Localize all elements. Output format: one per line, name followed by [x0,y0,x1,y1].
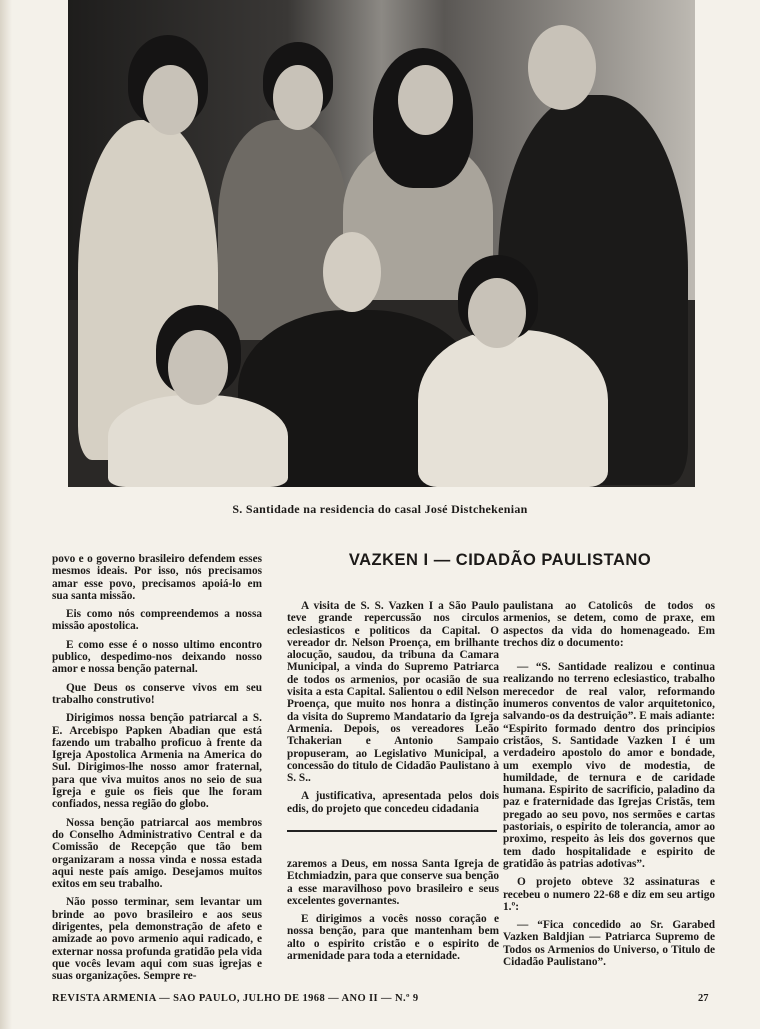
photo-figure [418,330,608,487]
family-photo [68,0,695,487]
paragraph: A justificativa, apresentada pelos dois edis, do projeto que concedeu cidadania [287,790,499,815]
photo-figure [468,278,526,348]
page-number: 27 [698,993,709,1004]
middle-column-bottom [287,858,499,962]
paragraph: E dirigimos a vocês nosso coração e nossa benção, para que mantenham bem alto o espirito cristão e o espirito de armenidade para toda a eternidade. [287,913,499,963]
paragraph: — “S. Santidade realizou e continua realizando no terreno eclesiastico, trabalho merecedor de real valor, reformando inumeros conventos de valor arquitetonico, salvando-os da destruição”. E mais adiante: “Espirito formado dentro dos principios cristãos, S. Santidade Vazken I é um verdadeiro apostolo do amor e bondade, um exemplo vivo de modestia, de humildade, de ternura e de caridade humana. Espirito de sacrificio, paladino da paz e fraternidade das Igrejas Cristãs, tem pregado ao seu povo, nos sermões e cartas pastoriais, o espirito de tolerancia, amor ao proximo, respeito às leis dos governos que tem dado hospitalidade e espirito de gratidão às patrias adotivas”. [503,661,715,870]
paragraph: E como esse é o nosso ultimo encontro publico, despedimo-nos deixando nosso amor e nossa benção paternal. [52,638,262,676]
paragraph: Não posso terminar, sem levantar um brinde ao povo brasileiro e aos seus dirigentes, pela demonstração de afeto e amizade ao povo armenio aqui radicado, e externar nossa profunda gratidão pela vida que vocês levam aqui com suas igrejas e suas organizações. Sempre re- [52,896,262,983]
photo-figure [528,25,596,110]
paragraph: Nossa benção patriarcal aos membros do Conselho Administrativo Central e da Comissão de Recepção que tão bem organizaram a nossa vinda e nossa estada aqui neste país amigo. Desejamos muitos exitos em seu trabalho. [52,816,262,891]
paragraph: Que Deus os conserve vivos em seu trabalho construtivo! [52,681,262,706]
left-column [52,553,262,983]
photo-figure [108,395,288,487]
photo-figure [323,232,381,312]
paragraph: povo e o governo brasileiro defendem esses mesmos ideais. Por isso, nós precisamos amar esse povo, precisamos apoiá-lo em sua santa missão. [52,553,262,602]
page-footer: REVISTA ARMENIA — SAO PAULO, JULHO DE 1968 — ANO II — N.º 9 [52,993,419,1004]
paragraph: — “Fica concedido ao Sr. Garabed Vazken Baldjian — Patriarca Supremo de Todos os Armenios do Universo, o Titulo de Cidadão Paulistano”. [503,919,715,969]
paragraph: zaremos a Deus, em nossa Santa Igreja de Etchmiadzin, para que conserve sua benção a esse maravilhoso povo brasileiro e seus excelentes governantes. [287,858,499,907]
photo-figure [273,65,323,130]
paragraph: A visita de S. S. Vazken I a São Paulo teve grande repercussão nos circulos eclesiasticos e politicos da Capital. O vereador dr. Nelson Proença, em brilhante alocução, saudou, da tribuna da Camara Municipal, a vinda do Supremo Patriarca de todos os armenios, por ocasião de sua visita a esta Capital. Salientou o edil Nelson Proença, que muito nos honra a distinção da visita do Supremo Mandatario da Igreja Armenia. Depois, os vereadores Leão Tchakerian e Antonio Sampaio propuseram, ao Legislativo Municipal, a concessão do titulo de Cidadão Paulistano à S. S.. [287,600,499,785]
divider-rule [287,830,385,832]
photo-figure [398,65,453,135]
photo-figure [143,65,198,135]
paragraph: Dirigimos nossa benção patriarcal a S. E. Arcebispo Papken Abadian que está fazendo um trabalho proficuo à frente da Igreja Apostolica Armenia na America do Sul. Dirigimos-lhe nosso amor fraternal, para que viva muitos anos no seio de sua Igreja e guie os fieis que lhe foram confiados, nessa região do globo. [52,712,262,811]
right-column [503,600,715,968]
divider-rule [385,830,497,832]
middle-column-top [287,600,499,815]
article-title: VAZKEN I — CIDADÃO PAULISTANO [348,551,652,569]
photo-figure [218,120,348,340]
photo-figure [168,330,228,405]
paragraph: paulistana ao Catolicôs de todos os armenios, se detem, como de praxe, em aspectos da vida do homenageado. Em trechos diz o documento: [503,600,715,649]
photo-caption: S. Santidade na residencia do casal José Distchekenian [232,502,528,516]
paragraph: Eis como nós compreendemos a nossa missão apostolica. [52,608,262,633]
paragraph: O projeto obteve 32 assinaturas e recebeu o numero 22-68 e diz em seu artigo 1.º: [503,876,715,913]
